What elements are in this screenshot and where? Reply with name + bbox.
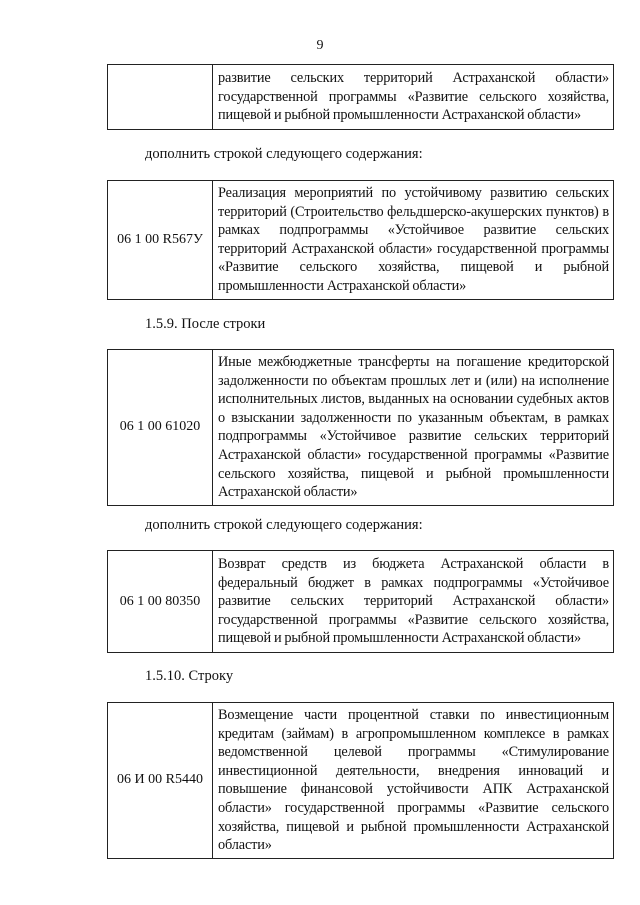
budget-code: 06 И 00 R5440 (108, 703, 213, 859)
table-row (108, 350, 614, 506)
budget-code-table (107, 64, 614, 130)
paragraph-supplement: дополнить строкой следующего содержания: (145, 146, 423, 162)
paragraph-supplement: дополнить строкой следующего содержания: (145, 517, 423, 533)
budget-description: Возмещение части процентной ставки по инвестиционным кредитам (займам) в агропромышленном комплексе в рамках ведомственной целевой программы «Стимулирование инвестиционной деятельности, внедрения инноваций и повышение финансовой устойчивости АПК Астраханской области» государственной программы «Развитие сельского хозяйства, пищевой и рыбной промышленности Астраханской области» (213, 703, 614, 859)
budget-description: развитие сельских территорий Астраханской области» государственной программы «Развитие сельского хозяйства, пищевой и рыбной промышленности Астраханской области» (213, 65, 614, 130)
budget-code-table (107, 349, 614, 506)
table-row (108, 65, 614, 130)
table-row (108, 181, 614, 300)
budget-code: 06 1 00 R567У (108, 181, 213, 300)
budget-code: 06 1 00 80350 (108, 551, 213, 653)
budget-description: Возврат средств из бюджета Астраханской области в федеральный бюджет в рамках подпрограммы «Устойчивое развитие сельских территорий Астраханской области» государственной программы «Развитие сельского хозяйства, пищевой и рыбной промышленности Астраханской области» (213, 551, 614, 653)
table-row (108, 551, 614, 653)
budget-code (108, 65, 213, 130)
budget-code: 06 1 00 61020 (108, 350, 213, 506)
budget-code-table (107, 550, 614, 653)
budget-code-table (107, 180, 614, 300)
budget-code-table (107, 702, 614, 859)
budget-description: Иные межбюджетные трансферты на погашение кредиторской задолженности по объектам прошлых лет и (или) на исполнение исполнительных листов, выданных на основании судебных актов о взыскании задолженности по указанным объектам, в рамках подпрограммы «Устойчивое развитие сельских территорий Астраханской области» государственной программы «Развитие сельского хозяйства, пищевой и рыбной промышленности Астраханской области» (213, 350, 614, 506)
section-heading-1-5-10: 1.5.10. Строку (145, 668, 234, 684)
budget-description: Реализация мероприятий по устойчивому развитию сельских территорий (Строительство фельдшерско-акушерских пунктов) в рамках подпрограммы «Устойчивое развитие сельских территорий Астраханской области» государственной программы «Развитие сельского хозяйства, пищевой и рыбной промышленности Астраханской области» (213, 181, 614, 300)
table-row (108, 703, 614, 859)
section-heading-1-5-9: 1.5.9. После строки (145, 316, 266, 332)
page-number: 9 (316, 38, 324, 53)
